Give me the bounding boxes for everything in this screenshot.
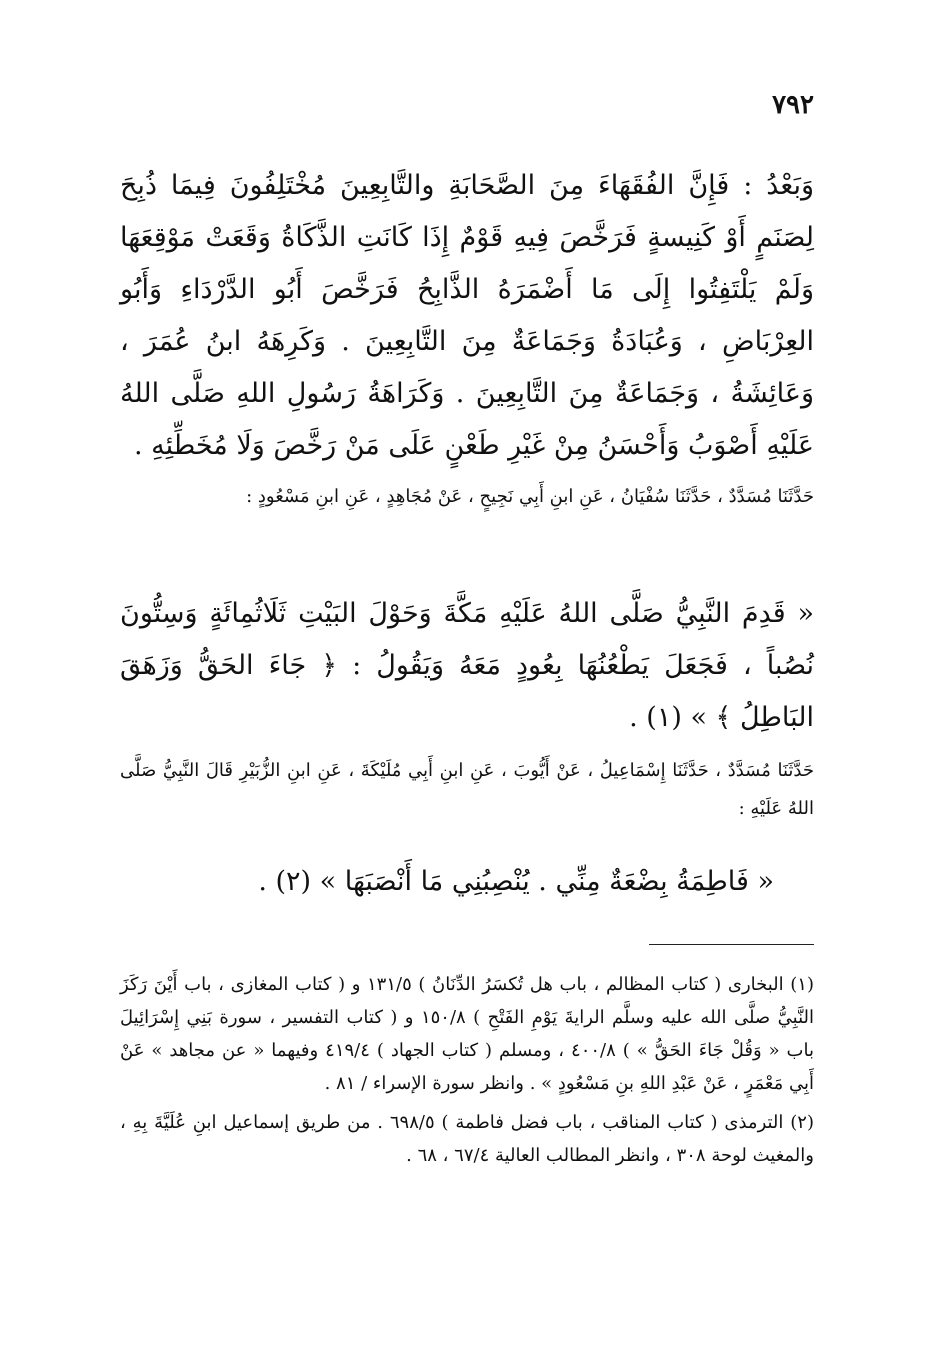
footnote-2: (٢) الترمذى ( كتاب المناقب ، باب فضل فاطمة ) ٦٩٨/٥ . من طريق إسماعيل ابنِ عُلَيَّةَ بِهِ ، والمغيث لوحة ٣٠٨ ، وانظر المطالب العالية ٦٧/٤ ، ٦٨ .: [120, 1112, 814, 1166]
footnote-divider: [649, 944, 814, 945]
footnote-1: (١) البخارى ( كتاب المظالم ، باب هل تُكسَرُ الدِّنَانُ ) ١٣١/٥ و ( كتاب المغازى ، باب أَيْنَ رَكَزَ النَّبِيُّ صلَّى الله عليه وسلَّم الرايةَ يَوْمِ الفَتْحِ ) ١٥٠/٨ و ( كتاب التفسير ، سورة بَنِي إِسْرَائِيلَ باب « وَقُلْ جَاءَ الحَقُّ » ) ٤٠٠/٨ ، ومسلم ( كتاب الجهاد ) ٤١٩/٤ وفيهما « عن مجاهد » عَنْ أَبِي مَعْمَرٍ ، عَنْ عَبْدِ اللهِ بنِ مَسْعُودٍ » . وانظر سورة الإسراء / ٨١ .: [120, 974, 814, 1094]
hadith-text-2: « فَاطِمَةُ بِضْعَةٌ مِنِّي . يُنْصِبُنِي مَا أَنْصَبَهَا » (٢) .: [258, 866, 774, 897]
main-paragraph: وَبَعْدُ : فَإِنَّ الفُقَهَاءَ مِنَ الصَّحَابَةِ والتَّابِعِينَ مُخْتَلِفُونَ فِيمَا ذُبِحَ لِصَنَمٍ أَوْ كَنِيسةٍ فَرَخَّصَ فِيهِ قَوْمٌ إِذَا كَانَتِ الذَّكَاةُ وَقَعَتْ مَوْقِعَهَا وَلَمْ يَلْتَفِتُوا إِلَى مَا أَضْمَرَهُ الذَّابِحُ فَرَخَّصَ أَبُو الدَّرْدَاءِ وَأَبُو العِرْبَاضِ ، وَعُبَادَةُ وَجَمَاعَةٌ مِنَ التَّابِعِينَ . وَكَرِهَهُ ابنُ عُمَرَ ، وَعَائِشَةُ ، وَجَمَاعَةٌ مِنَ التَّابِعِينَ . وَكَرَاهَةُ رَسُولِ اللهِ صَلَّى اللهُ عَلَيْهِ أَصْوَبُ وَأَحْسَنُ مِنْ غَيْرِ طَعْنٍ عَلَى مَنْ رَخَّصَ وَلَا مُخَطِّئِهِ .: [120, 170, 814, 461]
page-number: ٧٩٢: [772, 90, 814, 120]
footnotes: [120, 968, 814, 1178]
isnad-chain-1: حَدَّثَنَا مُسَدَّدٌ ، حَدَّثَنَا سُفْيَانُ ، عَنِ ابنِ أَبِي نَجِيحٍ ، عَنْ مُجَاهِدٍ ، عَنِ ابنِ مَسْعُودٍ :: [246, 486, 814, 507]
isnad-chain-2: حَدَّثَنَا مُسَدَّدٌ ، حَدَّثَنَا إِسْمَاعِيلُ ، عَنْ أَيُّوبَ ، عَنِ ابنِ أَبِي مُلَيْكَةَ ، عَنِ ابنِ الزُّبَيْرِ قَالَ النَّبِيُّ صَلَّى اللهُ عَلَيْهِ :: [120, 760, 814, 819]
hadith-text-1: « قَدِمَ النَّبِيُّ صَلَّى اللهُ عَلَيْهِ مَكَّةَ وَحَوْلَ البَيْتِ ثَلَاثُمِائَةٍ وَسِتُّونَ نُصُباً ، فَجَعَلَ يَطْعُنُهَا بِعُودٍ مَعَهُ وَيَقُولُ : ﴿ جَاءَ الحَقُّ وَزَهَقَ البَاطِلُ ﴾ » (١) .: [120, 598, 814, 733]
